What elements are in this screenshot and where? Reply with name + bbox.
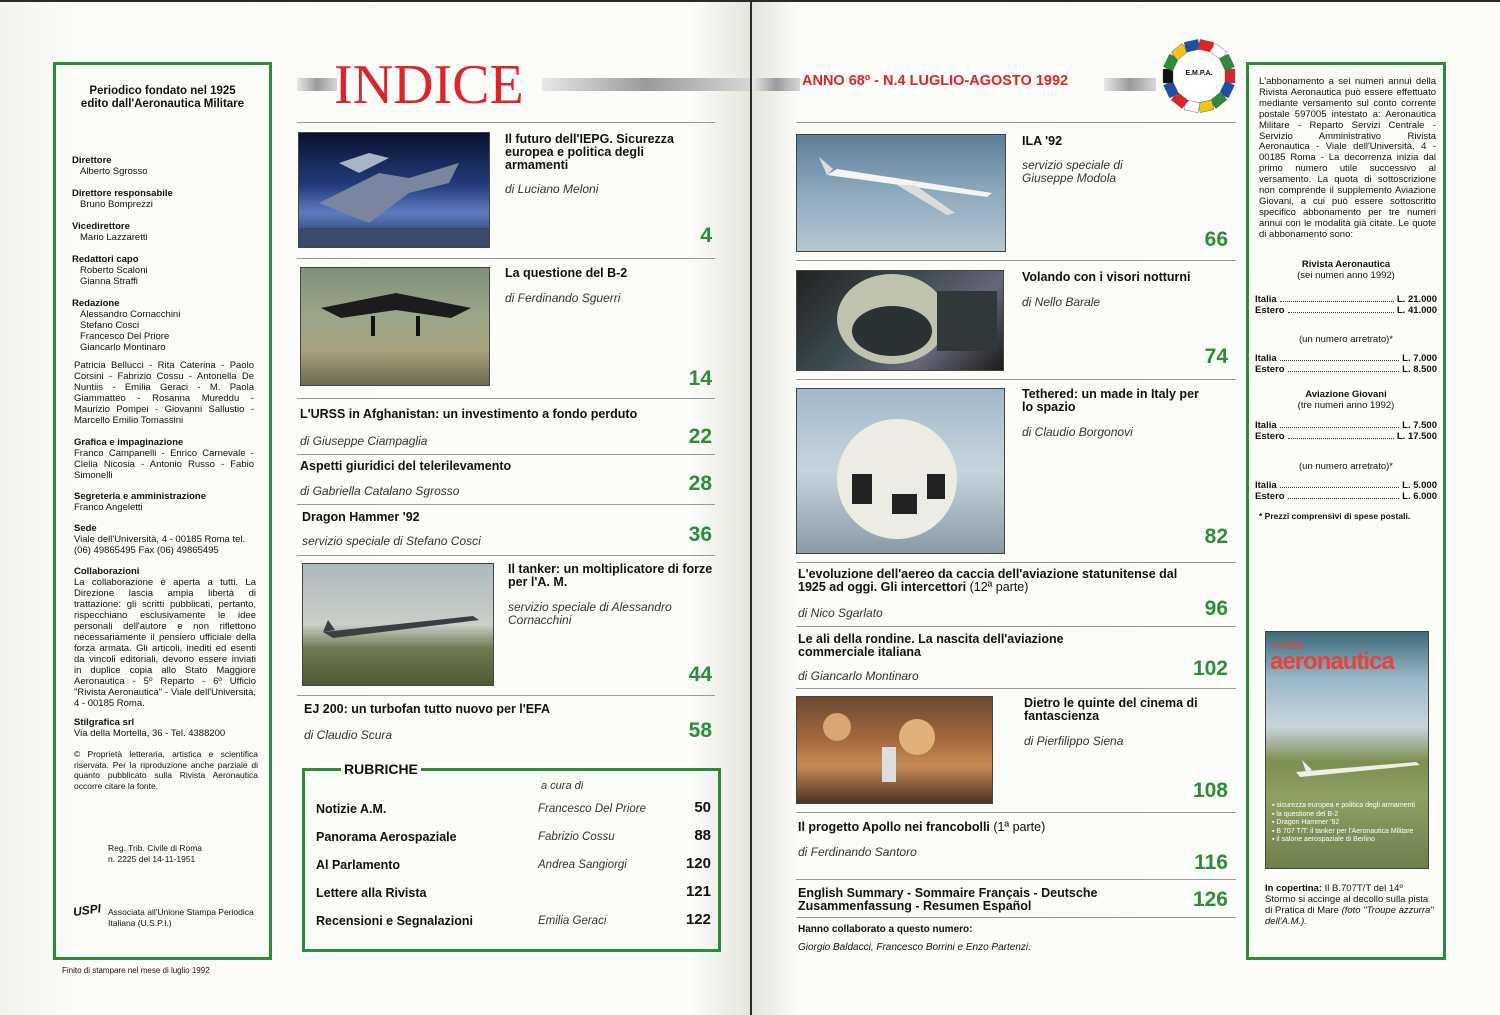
registration-line2: n. 2225 del 14-11-1951 — [108, 854, 196, 864]
sede-block — [74, 523, 254, 556]
article-title-text: L'evoluzione dell'aereo da caccia dell'aviazione statunitense dal 1925 ad oggi. Gli intercettori — [798, 567, 1178, 594]
back-issue-note: (un numero arretrato)* — [1299, 461, 1393, 472]
printer-label: Stilgrafica srl — [74, 717, 135, 728]
price-region: Estero — [1255, 305, 1285, 316]
tanker-plane-icon — [303, 564, 494, 686]
article-title-suffix: (1ª parte) — [993, 820, 1046, 834]
registration — [108, 843, 202, 865]
article-author: di Pierfilippo Siena — [1024, 734, 1124, 748]
cover-logo: aeronautica — [1270, 648, 1394, 675]
article-title[interactable]: EJ 200: un turbofan tutto nuovo per l'EFA — [304, 702, 551, 716]
jet-icon — [299, 133, 490, 248]
photo-cinema-set — [796, 696, 993, 804]
article-page[interactable]: 74 — [1204, 345, 1228, 368]
price-region: Estero — [1255, 364, 1285, 375]
cover-caption-credit: (foto "Troupe azzurra" dell'A.M.). — [1265, 905, 1434, 927]
sede-label: Sede — [74, 523, 97, 534]
article-author: servizio speciale di Giuseppe Modola — [1022, 158, 1123, 185]
cover-bullet: ▪ il salone aerospaziale di Berlino — [1272, 836, 1375, 843]
staff-name: Giancarlo Montinaro — [80, 342, 166, 353]
article-title[interactable]: La questione del B-2 — [505, 266, 628, 280]
photo-tethered-satellite — [796, 388, 1005, 554]
price-note: * Prezzi comprensivi di spese postali. — [1259, 511, 1411, 521]
cover-logo-top: rivista — [1272, 638, 1304, 652]
article-page[interactable]: 126 — [1192, 888, 1228, 911]
price-value: L. 7.500 — [1402, 420, 1437, 431]
left-page — [0, 2, 750, 1015]
rubriche-curator-header: a cura di — [541, 780, 584, 792]
cover-caption-label: In copertina: — [1265, 883, 1323, 894]
price-value: L. 17.500 — [1396, 431, 1437, 442]
staff-block — [72, 254, 148, 287]
article-author: di Claudio Borgonovi — [1022, 425, 1133, 439]
staff-block — [72, 298, 180, 353]
price-dots — [1288, 305, 1394, 313]
staff-name: Gianna Straffi — [80, 276, 138, 287]
article-page[interactable]: 108 — [1192, 779, 1228, 802]
cover-caption-text: Il B.707T/T del 14º Stormo si accinge al decollo sulla pista di Pratica di Mare — [1265, 883, 1429, 916]
registration-line1: Reg. Trib. Civile di Roma — [108, 843, 203, 853]
article-page[interactable]: 82 — [1204, 525, 1228, 548]
subscription-intro: L'abbonamento a sei numeri annui della Rivista Aeronautica può essere effettuato mediante versamento sul conto corrente postale 597005 intestato a: Aeronautica Militare - Reparto Servizi Centrale -Servizio Amministrativo Rivista Aeronautica - Viale dell'Università, 4 - 00185 Roma - La decorrenza inizia dal primo numero utile successivo al versamento. La quota di sottoscrizione non comprende il supplemento Aviazione Giovani, a cui può essere sottoscritto specifico abbonamento per tre numeri annui con le modalità già citate. Le quote di abbonamento sono: — [1259, 76, 1436, 240]
article-author: di Ferdinando Santoro — [798, 845, 917, 859]
cover-bullet: ▪ B 707 T/T: il tanker per l'Aeronautica Militare — [1272, 827, 1414, 835]
giovani-title: Aviazione Giovani — [1305, 389, 1387, 400]
rubrica-page[interactable]: 120 — [685, 855, 711, 872]
article-page[interactable]: 14 — [688, 367, 712, 390]
contributors-text: Patricia Bellucci - Rita Caterina - Paolo Corsini - Fabrizio Cossu - Antonella De Nuntiis - Emilia Geraci - M. Paola Giammatteo - Rosanna Mureddu - Maurizio Pompei - Giovanni Sallustio - Marcello Emilio Tomassini — [74, 360, 254, 426]
rubrica-page[interactable]: 88 — [694, 827, 711, 844]
colophon-heading-line1: Periodico fondato nel 1925 — [89, 85, 236, 97]
price-row — [1255, 294, 1437, 305]
grafica-label: Grafica e impaginazione — [74, 437, 184, 448]
grafica-text: Franco Campanelli - Enrico Carnevale - Clelia Nicosia - Antonio Russo - Fabio Simonelli — [74, 448, 254, 481]
staff-name: Mario Lazzaretti — [80, 232, 148, 243]
header-bar-right — [542, 78, 750, 91]
rubrica-curator: Emilia Geraci — [538, 915, 607, 927]
issue-info: ANNO 68º - N.4 LUGLIO-AGOSTO 1992 — [802, 73, 1069, 89]
price-dots — [1280, 294, 1394, 302]
film-set-icon — [797, 697, 993, 804]
article-page[interactable]: 116 — [1194, 851, 1228, 874]
price-row — [1255, 305, 1437, 316]
staff-name: Francesco Del Priore — [80, 331, 170, 342]
article-author: servizio speciale di Stefano Cosci — [302, 534, 481, 548]
price-row — [1255, 364, 1437, 375]
cover-bullets — [1272, 802, 1424, 845]
price-row — [1255, 353, 1437, 364]
article-author: di Giancarlo Montinaro — [798, 669, 919, 683]
price-region: Italia — [1255, 480, 1277, 491]
staff-role: Vicedirettore — [72, 221, 130, 232]
rubrica-curator: Andrea Sangiorgi — [538, 859, 627, 871]
article-title[interactable]: Volando con i visori notturni — [1022, 270, 1191, 284]
rubrica-curator: Fabrizio Cossu — [538, 831, 615, 843]
price-value: L. 6.000 — [1402, 491, 1437, 502]
cover-plane-icon — [1266, 732, 1429, 792]
photo-a340 — [796, 134, 1006, 252]
rubriche-box — [302, 761, 721, 952]
article-page[interactable]: 102 — [1192, 657, 1228, 680]
article-page[interactable]: 58 — [688, 719, 712, 742]
staff-name: Stefano Cosci — [80, 320, 140, 331]
article-author: di Nello Barale — [1022, 295, 1101, 309]
cover-caption — [1265, 883, 1435, 927]
subscription-box — [1246, 62, 1446, 960]
staff-role: Direttore responsabile — [72, 188, 173, 199]
price-region: Italia — [1255, 420, 1277, 431]
article-title[interactable]: L'URSS in Afghanistan: un investimento a fondo perduto — [300, 407, 638, 421]
article-title[interactable]: Tethered: un made in Italy per lo spazio — [1022, 387, 1199, 414]
rubrica-curator: Francesco Del Priore — [538, 803, 647, 815]
article-title[interactable]: Dragon Hammer '92 — [302, 510, 420, 524]
article-title[interactable]: Il futuro dell'IEPG. Sicurezza europea e politica degli armamenti — [505, 132, 674, 172]
staff-name: Roberto Scaloni — [80, 265, 148, 276]
article-title[interactable]: Il tanker: un moltiplicatore di forze per l'A. M. — [508, 562, 713, 589]
article-author: di Giuseppe Ciampaglia — [300, 434, 428, 448]
article-title[interactable]: Le ali della rondine. La nascita dell'aviazione commerciale italiana — [798, 632, 1064, 659]
price-value: L. 7.000 — [1402, 353, 1437, 364]
rubrica-name[interactable]: Panorama Aerospaziale — [316, 830, 457, 844]
price-dots — [1280, 480, 1399, 488]
photo-b2-bomber — [300, 267, 490, 386]
article-author: di Ferdinando Sguerri — [505, 291, 621, 305]
article-page[interactable]: 96 — [1204, 597, 1228, 620]
price-region: Estero — [1255, 491, 1285, 502]
article-title[interactable] — [798, 821, 1178, 834]
price-dots — [1288, 491, 1400, 499]
price-region: Estero — [1255, 431, 1285, 442]
article-page[interactable]: 4 — [700, 224, 712, 247]
article-title[interactable]: Dietro le quinte del cinema di fantascienza — [1024, 696, 1198, 723]
airliner-icon — [797, 135, 1006, 252]
collab-label: Collaborazioni — [74, 566, 140, 577]
colophon-heading-line2: edito dall'Aeronautica Militare — [80, 98, 245, 110]
printer-block — [74, 717, 254, 739]
back-issue-note: (un numero arretrato)* — [1299, 334, 1393, 345]
grafica-block — [74, 437, 254, 481]
article-author: di Luciano Meloni — [505, 182, 599, 196]
rivista-subtitle: (sei numeri anno 1992) — [1297, 270, 1395, 281]
rubrica-name[interactable]: Notizie A.M. — [316, 802, 387, 816]
price-row — [1255, 491, 1437, 502]
collaborators-names: Giorgio Baldacci, Francesco Borrini e Enzo Partenzi. — [798, 942, 1031, 953]
price-value: L. 8.500 — [1402, 364, 1437, 375]
print-date: Finito di stampare nel mese di luglio 1992 — [62, 966, 210, 975]
price-region: Italia — [1255, 353, 1277, 364]
rubrica-name[interactable]: Lettere alla Rivista — [316, 886, 427, 900]
article-page[interactable]: 22 — [688, 425, 712, 448]
price-dots — [1288, 364, 1400, 372]
satellite-icon — [797, 389, 1005, 554]
segreteria-block — [74, 491, 254, 513]
article-author: di Claudio Scura — [304, 728, 393, 742]
price-value: L. 5.000 — [1402, 480, 1437, 491]
price-region: Italia — [1255, 294, 1277, 305]
photo-tanker — [302, 563, 494, 686]
printer-text: Via della Mortella, 36 - Tel. 4388200 — [74, 728, 226, 739]
price-row — [1255, 480, 1437, 491]
segreteria-text: Franco Angeletti — [74, 502, 143, 513]
segreteria-label: Segreteria e amministrazione — [74, 491, 206, 502]
photo-night-vision — [796, 270, 1004, 371]
rubrica-page[interactable]: 50 — [694, 799, 711, 816]
rubriche-heading: RUBRICHE — [341, 761, 421, 777]
header-bar-left — [297, 78, 337, 91]
helmet-icon — [797, 271, 1004, 371]
collaborators-label: Hanno collaborato a questo numero: — [798, 924, 973, 935]
article-author: di Nico Sgarlato — [798, 606, 883, 620]
giovani-subtitle: (tre numeri anno 1992) — [1297, 400, 1395, 411]
sede-text: Viale dell'Università, 4 - 00185 Roma tel. (06) 49865495 Fax (06) 49865495 — [74, 534, 246, 556]
empa-logo — [1158, 35, 1240, 117]
article-title[interactable]: English Summary - Sommaire Français - Deutsche Zusammenfassung - Resumen Español — [798, 886, 1098, 913]
price-row — [1255, 420, 1437, 431]
cover-bullet: ▪ la questione del B-2 — [1272, 810, 1339, 818]
rubrica-page[interactable]: 121 — [685, 883, 711, 900]
staff-name: Alessandro Cornacchini — [80, 309, 181, 320]
article-title[interactable] — [798, 568, 1178, 594]
b2-bomber-icon — [301, 268, 490, 386]
index-title: INDICE — [334, 54, 524, 116]
empa-label: E.M.P.A. — [1185, 70, 1213, 77]
article-title-suffix: (12ª parte) — [969, 580, 1029, 594]
article-title[interactable]: ILA '92 — [1022, 134, 1063, 148]
article-author: servizio speciale di Alessandro Cornacchini — [508, 600, 672, 627]
rubrica-name[interactable]: Recensioni e Segnalazioni — [316, 914, 473, 928]
uspi-logo: USPI — [72, 901, 102, 920]
article-title[interactable]: Aspetti giuridici del telerilevamento — [300, 459, 512, 473]
photo-tornado-jets — [298, 132, 490, 248]
article-author: di Gabriella Catalano Sgrosso — [300, 484, 460, 498]
flag-icon — [1184, 39, 1200, 52]
cover-image — [1265, 631, 1429, 869]
price-dots — [1280, 420, 1399, 428]
article-page[interactable]: 28 — [688, 472, 712, 495]
flag-icon — [1198, 100, 1214, 113]
article-page[interactable]: 66 — [1204, 228, 1228, 251]
header-bar-issue-right — [1104, 78, 1156, 91]
rubrica-page[interactable]: 122 — [685, 911, 711, 928]
colophon-heading — [56, 85, 269, 111]
copyright-text: © Proprietà letteraria, artistica e scientifica riservata. Per la riproduzione anche parziale di quanto pubblicato sulla Rivista Aeronautica occorre citare la fonte. — [74, 749, 258, 791]
article-title-text: Il progetto Apollo nei francobolli — [798, 820, 990, 834]
staff-block — [72, 188, 173, 210]
article-page[interactable]: 36 — [688, 523, 712, 546]
price-value: L. 41.000 — [1396, 305, 1437, 316]
header-bar-issue-left — [752, 78, 800, 91]
price-dots — [1288, 431, 1394, 439]
uspi-text: Associata all'Unione Stampa Periodica Italiana (U.S.P.I.) — [108, 907, 254, 928]
article-page[interactable]: 44 — [688, 663, 712, 686]
staff-role: Direttore — [72, 155, 112, 166]
collab-block — [74, 566, 256, 709]
price-value: L. 21.000 — [1396, 294, 1437, 305]
rivista-title: Rivista Aeronautica — [1301, 259, 1391, 270]
staff-block — [72, 221, 148, 243]
staff-block — [72, 155, 148, 177]
rubrica-name[interactable]: Al Parlamento — [316, 858, 401, 872]
price-row — [1255, 431, 1437, 442]
colophon-box — [53, 62, 272, 960]
staff-role: Redattori capo — [72, 254, 139, 265]
cover-bullet: ▪ Dragon Hammer '92 — [1272, 819, 1340, 826]
staff-role: Redazione — [72, 298, 120, 309]
cover-bullet: ▪ sicurezza europea e politica degli armamenti — [1272, 802, 1415, 809]
staff-name: Bruno Bomprezzi — [80, 199, 153, 210]
collab-text: La collaborazione è aperta a tutti. La Direzione lascia ampia libertà di trattazione: gli scritti pubblicati, pertanto, rispecchiano esclusivamente le idee personali dell'autore e non riflettono necessariamente il pensiero ufficiale della forza armata. Gli articoli, inediti ed esenti da vincoli editoriali, devono essere inviati in duplice copia allo Stato Maggiore Aeronautica - 5º Reparto - 6º Ufficio "Rivista Aeronautica" - Viale dell'Università, 4 - 00185 Roma. — [74, 577, 256, 709]
staff-name: Alberto Sgrosso — [80, 166, 148, 177]
right-page — [752, 2, 1500, 1015]
price-dots — [1280, 353, 1399, 361]
